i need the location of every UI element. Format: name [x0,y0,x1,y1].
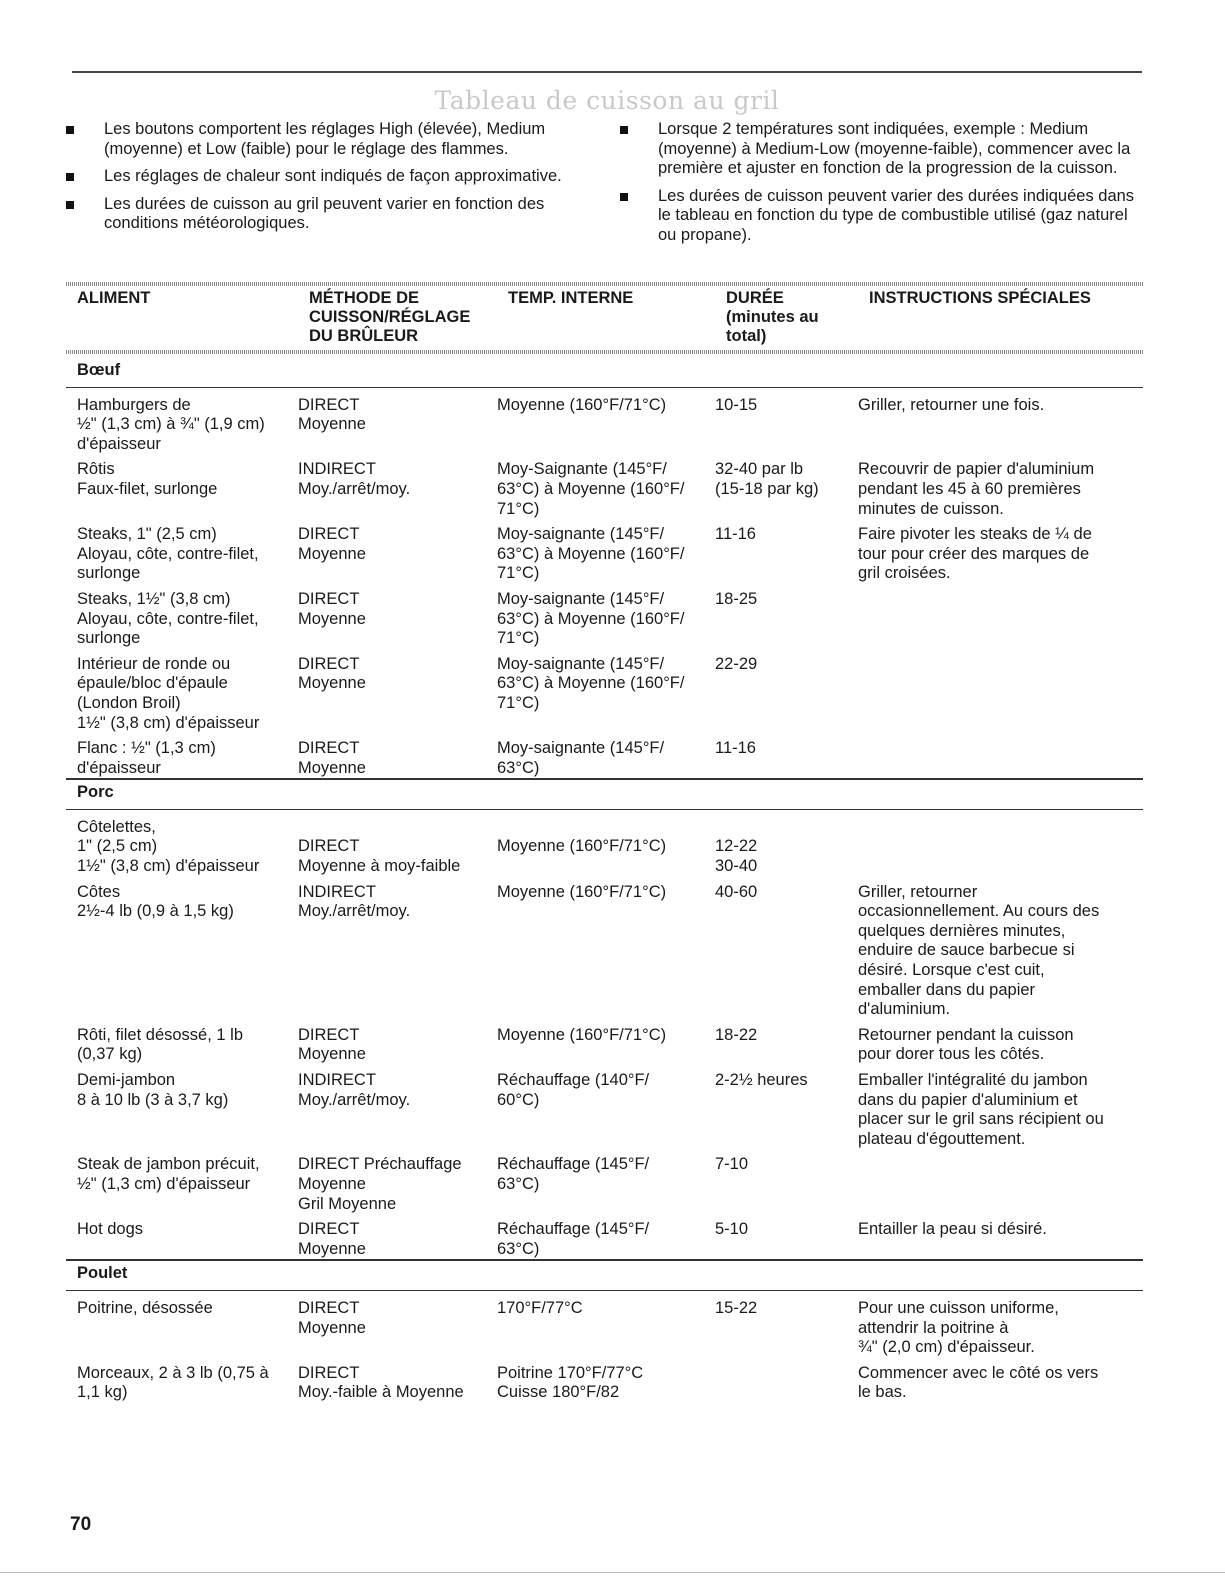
cell-temp: Réchauffage (145°F/ 63°C) [497,1155,650,1193]
table-row [66,387,1143,454]
cell-methode: DIRECT Moyenne [298,1298,366,1337]
header-aliment: ALIMENT [77,289,151,307]
cell-duree: 2-2½ heures [715,1071,808,1089]
bullet-text: Les durées de cuisson au gril peuvent varier en fonction des conditions météorologiques. [104,194,545,233]
bullet-text: Les réglages de chaleur sont indiqués de façon approximative. [104,167,562,186]
top-rule [72,71,1142,73]
cell-duree: 7-10 [715,1155,749,1174]
dotted-rule-top [66,282,1143,286]
cell-aliment: Demi-jambon 8 à 10 lb (3 à 3,7 kg) [77,1071,229,1109]
cell-methode: DIRECT Moyenne [298,654,366,693]
cell-duree: 5-10 [715,1220,749,1239]
bullet-square-icon [620,126,628,134]
cell-methode: DIRECT Moyenne [298,739,366,777]
cell-aliment: Steaks, 1½" (3,8 cm) Aloyau, côte, contre-filet, surlonge [77,589,259,648]
bullet-item [66,195,606,234]
cell-temp: Moyenne (160°F/71°C) [497,395,667,414]
header-temp: TEMP. INTERNE [508,289,634,307]
cell-aliment: Hamburgers de ½" (1,3 cm) à ¾" (1,9 cm) d'épaisseur [77,395,265,453]
page-title: Tableau de cuisson au gril [434,86,780,115]
cell-aliment: Rôtis Faux-filet, surlonge [77,460,218,498]
cell-instr [858,733,1143,779]
table-row [66,519,1143,584]
cell-temp: Moyenne (160°F/71°C) [497,1025,667,1044]
section-header-row [66,779,1143,809]
cooking-table [66,356,1143,1403]
table-row [66,649,1143,733]
bullet-square-icon [66,173,74,181]
cell-instr [858,1149,1143,1214]
bullet-text: Les durées de cuisson peuvent varier des durées indiquées dans le tableau en fonction du type de combustible utilisé (gaz naturel ou propane). [658,186,1135,244]
cooking-table-body [66,356,1143,1403]
cell-aliment: Rôti, filet désossé, 1 lb (0,37 kg) [77,1025,243,1064]
cell-methode: DIRECT Moyenne [298,395,366,434]
cell-instr [858,584,1143,649]
cell-temp: Réchauffage (140°F/ 60°C) [497,1071,650,1109]
cell-duree: 11-16 [715,525,756,544]
cell-duree: 18-22 [715,1025,758,1044]
cell-methode: DIRECT Moy.-faible à Moyenne [298,1363,464,1402]
cell-temp: 170°F/77°C [497,1298,583,1317]
bullets-left [66,120,606,242]
bullet-item [620,187,1145,246]
table-row [66,1065,1143,1149]
header-methode: MÉTHODE DE CUISSON/RÉGLAGE DU BRÛLEUR [309,289,471,345]
cell-aliment: Côtes 2½-4 lb (0,9 à 1,5 kg) [77,882,234,921]
cell-aliment: Hot dogs [77,1220,144,1239]
cell-temp: Réchauffage (145°F/ 63°C) [497,1220,650,1258]
table-row [66,1358,1143,1403]
table-row [66,809,1143,876]
cell-methode: DIRECT Moyenne [298,1025,366,1064]
cell-methode: INDIRECT Moy./arrêt/moy. [298,460,411,498]
cell-methode: DIRECT Préchauffage Moyenne Gril Moyenne [298,1155,462,1213]
cell-aliment: Steaks, 1" (2,5 cm) Aloyau, côte, contre-filet, surlonge [77,525,259,583]
page-number: 70 [70,1514,92,1535]
cell-instr [858,649,1143,733]
section-header-row [66,1260,1143,1290]
cell-temp: Moyenne (160°F/71°C) [497,882,667,901]
bullet-text: Lorsque 2 températures sont indiquées, exemple : Medium (moyenne) à Medium-Low (moyenne-faible), commencer avec la première et ajuster en fonction de la progression de la cuisson. [658,120,1131,178]
cell-methode: DIRECT Moyenne [298,589,366,628]
cell-instr: Recouvrir de papier d'aluminium pendant les 45 à 60 premières minutes de cuisson. [858,460,1095,518]
bullet-item [66,120,606,159]
cell-instr: Griller, retourner une fois. [858,395,1045,414]
cell-duree: 22-29 [715,654,758,673]
cell-instr: Entailler la peau si désiré. [858,1220,1047,1239]
cell-methode: DIRECT Moyenne [298,1220,366,1258]
section-title: Bœuf [66,356,1143,387]
cell-methode: DIRECT Moyenne [298,525,366,563]
dotted-rule-bottom [66,350,1143,354]
cell-duree: 32-40 par lb (15-18 par kg) [715,460,819,498]
header-duree: DURÉE (minutes au total) [726,289,819,345]
header-instructions: INSTRUCTIONS SPÉCIALES [869,289,1091,307]
cell-temp: Moy-saignante (145°F/ 63°C) [497,739,665,777]
bullet-item [66,167,606,187]
cell-methode: INDIRECT Moy./arrêt/moy. [298,882,411,921]
cell-duree: 40-60 [715,882,758,901]
cell-temp: Moyenne (160°F/71°C) [497,837,667,856]
section-title: Porc [66,779,1143,809]
cell-instr: Retourner pendant la cuisson pour dorer tous les côtés. [858,1025,1074,1064]
cell-temp: Poitrine 170°F/77°C Cuisse 180°F/82 [497,1363,644,1402]
cell-aliment: Steak de jambon précuit, ½" (1,3 cm) d'épaisseur [77,1155,260,1193]
section-header-row [66,356,1143,387]
cell-instr: Faire pivoter les steaks de ¼ de tour pour créer des marques de gril croisées. [858,525,1092,583]
bullets-right [620,120,1145,254]
bullet-square-icon [66,126,74,134]
cell-temp: Moy-saignante (145°F/ 63°C) à Moyenne (160°F/ 71°C) [497,589,685,648]
bullet-square-icon [66,201,74,209]
cell-duree: 18-25 [715,589,758,608]
bullet-square-icon [620,193,628,201]
cell-methode: INDIRECT Moy./arrêt/moy. [298,1071,411,1109]
table-row [66,584,1143,649]
table-row [66,1149,1143,1214]
cell-temp: Moy-Saignante (145°F/ 63°C) à Moyenne (160°F/ 71°C) [497,460,685,518]
section-title: Poulet [66,1260,1143,1290]
cell-aliment: Morceaux, 2 à 3 lb (0,75 à 1,1 kg) [77,1363,269,1402]
bullet-text: Les boutons comportent les réglages High (élevée), Medium (moyenne) et Low (faible) pour le réglage des flammes. [104,120,546,158]
cell-temp: Moy-saignante (145°F/ 63°C) à Moyenne (160°F/ 71°C) [497,654,685,712]
table-row [66,733,1143,779]
cell-duree: 12-22 30-40 [715,837,758,876]
table-row [66,454,1143,519]
cell-instr: Emballer l'intégralité du jambon dans du papier d'aluminium et placer sur le gril sans récipient ou plateau d'égouttement. [858,1071,1104,1148]
table-row [66,1020,1143,1065]
bottom-rule [0,1572,1225,1573]
cell-aliment: Poitrine, désossée [77,1298,213,1317]
cell-instr: Commencer avec le côté os vers le bas. [858,1363,1099,1402]
cell-methode: DIRECT Moyenne à moy-faible [298,837,461,876]
cell-temp: Moy-saignante (145°F/ 63°C) à Moyenne (160°F/ 71°C) [497,525,685,583]
cell-instr: Pour une cuisson uniforme, attendrir la poitrine à ¾" (2,0 cm) d'épaisseur. [858,1298,1059,1357]
table-row [66,1214,1143,1260]
table-row [66,877,1143,1020]
cell-aliment: Flanc : ½" (1,3 cm) d'épaisseur [77,739,216,777]
table-row [66,1290,1143,1357]
cell-duree: 10-15 [715,395,758,414]
cell-duree: 15-22 [715,1298,758,1317]
cell-aliment: Intérieur de ronde ou épaule/bloc d'épaule (London Broil) 1½" (3,8 cm) d'épaisseur [77,654,260,732]
cell-aliment: Côtelettes, 1" (2,5 cm) 1½" (3,8 cm) d'épaisseur [77,817,260,876]
cell-instr: Griller, retourner occasionnellement. Au cours des quelques dernières minutes, enduire de sauce barbecue si désiré. Lorsque c'est cuit, emballer dans du papier d'aluminium. [858,882,1100,1019]
bullet-item [620,120,1145,179]
cell-duree: 11-16 [715,739,756,758]
cell-instr [858,809,1143,876]
cell-duree [715,1358,858,1403]
